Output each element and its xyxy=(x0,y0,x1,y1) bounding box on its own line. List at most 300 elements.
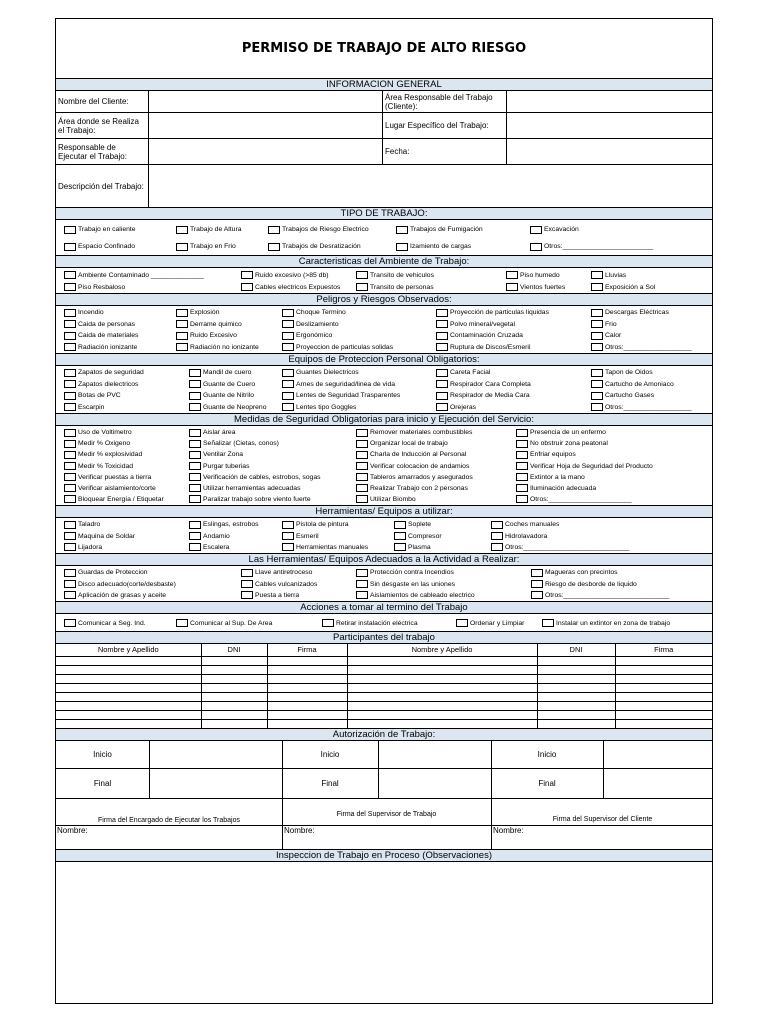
checkbox[interactable] xyxy=(176,309,188,317)
participant-cell[interactable] xyxy=(615,656,712,665)
checkbox[interactable] xyxy=(356,473,368,481)
checklist-item[interactable] xyxy=(436,368,490,377)
checklist-item[interactable] xyxy=(436,380,531,389)
checklist-item[interactable] xyxy=(591,271,626,280)
participant-cell[interactable] xyxy=(201,683,267,692)
checkbox[interactable] xyxy=(64,332,76,340)
checklist-item[interactable] xyxy=(176,242,236,251)
checklist-item[interactable] xyxy=(176,619,272,628)
checklist-item[interactable] xyxy=(491,532,547,541)
checklist-item[interactable] xyxy=(64,462,133,471)
participant-cell[interactable] xyxy=(347,701,537,710)
checkbox[interactable] xyxy=(356,283,368,291)
checkbox[interactable] xyxy=(356,580,368,588)
participant-cell[interactable] xyxy=(615,665,712,674)
participant-cell[interactable] xyxy=(347,710,537,719)
checklist-item[interactable] xyxy=(516,428,606,437)
participant-cell[interactable] xyxy=(201,665,267,674)
checklist-item[interactable] xyxy=(282,520,349,529)
participant-cell[interactable] xyxy=(267,665,347,674)
checklist-item[interactable] xyxy=(64,568,148,577)
participant-cell[interactable] xyxy=(347,683,537,692)
participant-cell[interactable] xyxy=(56,701,201,710)
participant-cell[interactable] xyxy=(267,701,347,710)
checklist-item[interactable] xyxy=(282,331,332,340)
checklist-item[interactable] xyxy=(64,591,166,600)
participant-cell[interactable] xyxy=(267,692,347,701)
checklist-item[interactable] xyxy=(176,320,242,329)
checklist-item[interactable] xyxy=(241,283,340,292)
checkbox[interactable] xyxy=(64,380,76,388)
checklist-item[interactable] xyxy=(241,580,317,589)
participant-cell[interactable] xyxy=(201,701,267,710)
participant-cell[interactable] xyxy=(201,710,267,719)
checklist-item[interactable] xyxy=(189,450,243,459)
participant-cell[interactable] xyxy=(615,710,712,719)
work-area-field[interactable] xyxy=(149,113,383,138)
checkbox[interactable] xyxy=(516,462,528,470)
checkbox[interactable] xyxy=(516,440,528,448)
checkbox[interactable] xyxy=(591,380,603,388)
checkbox[interactable] xyxy=(436,332,448,340)
checklist-item[interactable] xyxy=(394,532,442,541)
checkbox[interactable] xyxy=(241,271,253,279)
checklist-item[interactable] xyxy=(591,308,669,317)
checkbox[interactable] xyxy=(356,451,368,459)
checklist-item[interactable] xyxy=(64,343,137,352)
checkbox[interactable] xyxy=(189,429,201,437)
checklist-item[interactable] xyxy=(64,473,151,482)
checklist-item[interactable] xyxy=(516,495,632,504)
checklist-item[interactable] xyxy=(591,403,692,412)
checklist-item[interactable] xyxy=(591,343,692,352)
inspection-field[interactable] xyxy=(56,862,712,972)
checkbox[interactable] xyxy=(531,591,543,599)
checkbox[interactable] xyxy=(64,369,76,377)
checkbox[interactable] xyxy=(516,429,528,437)
checklist-item[interactable] xyxy=(64,271,204,280)
checkbox[interactable] xyxy=(436,309,448,317)
participant-cell[interactable] xyxy=(201,719,267,728)
checkbox[interactable] xyxy=(356,591,368,599)
checkbox[interactable] xyxy=(64,283,76,291)
checkbox[interactable] xyxy=(64,619,76,627)
checkbox[interactable] xyxy=(282,521,294,529)
checkbox[interactable] xyxy=(591,392,603,400)
checkbox[interactable] xyxy=(282,320,294,328)
checkbox[interactable] xyxy=(356,462,368,470)
participant-cell[interactable] xyxy=(537,656,615,665)
checklist-item[interactable] xyxy=(436,391,530,400)
client-name-field[interactable] xyxy=(149,91,383,112)
participant-cell[interactable] xyxy=(537,701,615,710)
checkbox[interactable] xyxy=(189,380,201,388)
participant-cell[interactable] xyxy=(347,692,537,701)
checklist-item[interactable] xyxy=(356,283,434,292)
checklist-item[interactable] xyxy=(189,368,251,377)
specific-place-field[interactable] xyxy=(507,113,712,138)
checkbox[interactable] xyxy=(591,271,603,279)
participant-cell[interactable] xyxy=(615,701,712,710)
checklist-item[interactable] xyxy=(189,439,279,448)
checkbox[interactable] xyxy=(516,473,528,481)
checkbox[interactable] xyxy=(176,226,188,234)
checkbox[interactable] xyxy=(491,521,503,529)
checkbox[interactable] xyxy=(591,283,603,291)
checkbox[interactable] xyxy=(356,440,368,448)
checklist-item[interactable] xyxy=(64,242,135,251)
checkbox[interactable] xyxy=(64,451,76,459)
checkbox[interactable] xyxy=(491,543,503,551)
checkbox[interactable] xyxy=(356,429,368,437)
checklist-item[interactable] xyxy=(282,543,368,552)
participant-cell[interactable] xyxy=(615,719,712,728)
checkbox[interactable] xyxy=(356,569,368,577)
checkbox[interactable] xyxy=(176,343,188,351)
checkbox[interactable] xyxy=(516,495,528,503)
checklist-item[interactable] xyxy=(356,473,473,482)
checkbox[interactable] xyxy=(436,403,448,411)
checklist-item[interactable] xyxy=(189,403,267,412)
participant-cell[interactable] xyxy=(267,719,347,728)
checklist-item[interactable] xyxy=(176,343,259,352)
checkbox[interactable] xyxy=(591,403,603,411)
participant-cell[interactable] xyxy=(537,719,615,728)
participant-cell[interactable] xyxy=(615,692,712,701)
checkbox[interactable] xyxy=(64,243,76,251)
checklist-item[interactable] xyxy=(189,495,311,504)
checklist-item[interactable] xyxy=(282,320,339,329)
checkbox[interactable] xyxy=(64,462,76,470)
checkbox[interactable] xyxy=(189,440,201,448)
checklist-item[interactable] xyxy=(64,391,121,400)
checkbox[interactable] xyxy=(282,392,294,400)
checklist-item[interactable] xyxy=(64,619,146,628)
checkbox[interactable] xyxy=(268,243,280,251)
checkbox[interactable] xyxy=(64,580,76,588)
checkbox[interactable] xyxy=(189,473,201,481)
checklist-item[interactable] xyxy=(282,391,400,400)
checkbox[interactable] xyxy=(436,343,448,351)
checklist-item[interactable] xyxy=(356,495,416,504)
checklist-item[interactable] xyxy=(396,225,483,234)
checkbox[interactable] xyxy=(189,495,201,503)
checklist-item[interactable] xyxy=(356,568,454,577)
checklist-item[interactable] xyxy=(516,439,608,448)
checklist-item[interactable] xyxy=(436,343,530,352)
checkbox[interactable] xyxy=(64,429,76,437)
checklist-item[interactable] xyxy=(176,331,237,340)
checklist-item[interactable] xyxy=(516,473,585,482)
checkbox[interactable] xyxy=(282,332,294,340)
checkbox[interactable] xyxy=(189,462,201,470)
checklist-item[interactable] xyxy=(64,225,136,234)
checklist-item[interactable] xyxy=(506,271,560,280)
checklist-item[interactable] xyxy=(64,520,100,529)
participant-cell[interactable] xyxy=(201,692,267,701)
checklist-item[interactable] xyxy=(394,520,431,529)
checkbox[interactable] xyxy=(176,332,188,340)
checkbox[interactable] xyxy=(591,320,603,328)
checklist-item[interactable] xyxy=(516,462,653,471)
checklist-item[interactable] xyxy=(64,484,156,493)
checkbox[interactable] xyxy=(530,226,542,234)
checklist-item[interactable] xyxy=(516,450,576,459)
checkbox[interactable] xyxy=(356,271,368,279)
participant-cell[interactable] xyxy=(56,665,201,674)
participant-cell[interactable] xyxy=(56,692,201,701)
checkbox[interactable] xyxy=(591,309,603,317)
checklist-item[interactable] xyxy=(531,591,669,600)
checklist-item[interactable] xyxy=(64,403,104,412)
checklist-item[interactable] xyxy=(591,391,654,400)
checklist-item[interactable] xyxy=(189,473,321,482)
checkbox[interactable] xyxy=(189,521,201,529)
checklist-item[interactable] xyxy=(282,343,393,352)
checklist-item[interactable] xyxy=(591,283,655,292)
checkbox[interactable] xyxy=(64,569,76,577)
checkbox[interactable] xyxy=(64,591,76,599)
checkbox[interactable] xyxy=(189,484,201,492)
checkbox[interactable] xyxy=(241,569,253,577)
checkbox[interactable] xyxy=(241,580,253,588)
checklist-item[interactable] xyxy=(491,543,629,552)
checkbox[interactable] xyxy=(282,343,294,351)
checkbox[interactable] xyxy=(591,332,603,340)
participant-cell[interactable] xyxy=(615,683,712,692)
checklist-item[interactable] xyxy=(64,283,125,292)
checklist-item[interactable] xyxy=(64,495,164,504)
checkbox[interactable] xyxy=(176,619,188,627)
checklist-item[interactable] xyxy=(356,591,475,600)
checklist-item[interactable] xyxy=(282,308,346,317)
checkbox[interactable] xyxy=(64,532,76,540)
participant-cell[interactable] xyxy=(56,656,201,665)
checklist-item[interactable] xyxy=(282,380,395,389)
checklist-item[interactable] xyxy=(491,520,559,529)
checkbox[interactable] xyxy=(282,532,294,540)
checklist-item[interactable] xyxy=(176,308,219,317)
checklist-item[interactable] xyxy=(64,428,132,437)
participant-cell[interactable] xyxy=(537,683,615,692)
checkbox[interactable] xyxy=(436,320,448,328)
checklist-item-label: Frio xyxy=(605,320,617,328)
description-field[interactable] xyxy=(149,165,712,207)
checklist-item[interactable] xyxy=(189,462,249,471)
checkbox[interactable] xyxy=(268,226,280,234)
checkbox[interactable] xyxy=(64,473,76,481)
participant-cell[interactable] xyxy=(267,710,347,719)
checklist-item[interactable] xyxy=(436,320,515,329)
checklist-item[interactable] xyxy=(282,532,319,541)
checkbox[interactable] xyxy=(531,569,543,577)
checklist-item[interactable] xyxy=(64,368,144,377)
checkbox[interactable] xyxy=(531,580,543,588)
checkbox[interactable] xyxy=(506,283,518,291)
checklist-item[interactable] xyxy=(189,428,236,437)
checklist-item[interactable] xyxy=(64,308,104,317)
checklist-item[interactable] xyxy=(64,450,142,459)
checkbox[interactable] xyxy=(396,226,408,234)
checklist-item[interactable] xyxy=(64,532,135,541)
checklist-item[interactable] xyxy=(456,619,524,628)
checklist-item[interactable] xyxy=(506,283,565,292)
checkbox[interactable] xyxy=(189,543,201,551)
participant-cell[interactable] xyxy=(201,656,267,665)
checkbox[interactable] xyxy=(542,619,554,627)
checklist-item[interactable] xyxy=(64,320,135,329)
checkbox[interactable] xyxy=(189,403,201,411)
checkbox[interactable] xyxy=(241,283,253,291)
checklist-item[interactable] xyxy=(322,619,418,628)
checklist-item[interactable] xyxy=(189,520,259,529)
checkbox[interactable] xyxy=(64,309,76,317)
checklist-item-label: Escarpin xyxy=(78,403,105,411)
checkbox[interactable] xyxy=(241,591,253,599)
checkbox[interactable] xyxy=(456,619,468,627)
checkbox[interactable] xyxy=(282,309,294,317)
checkbox[interactable] xyxy=(64,521,76,529)
checklist-item[interactable] xyxy=(436,308,549,317)
checklist-item[interactable] xyxy=(531,568,618,577)
checkbox[interactable] xyxy=(189,369,201,377)
checklist-item[interactable] xyxy=(356,580,455,589)
participant-cell[interactable] xyxy=(201,674,267,683)
checkbox[interactable] xyxy=(282,543,294,551)
participant-cell[interactable] xyxy=(347,719,537,728)
participant-cell[interactable] xyxy=(347,674,537,683)
participant-cell[interactable] xyxy=(347,656,537,665)
checkbox[interactable] xyxy=(591,369,603,377)
checkbox[interactable] xyxy=(282,369,294,377)
checkbox[interactable] xyxy=(506,271,518,279)
checkbox[interactable] xyxy=(530,243,542,251)
checklist-item[interactable] xyxy=(64,580,176,589)
checklist-item[interactable] xyxy=(241,591,299,600)
executor-field[interactable] xyxy=(149,139,383,164)
checklist-item[interactable] xyxy=(189,543,229,552)
checkbox[interactable] xyxy=(516,451,528,459)
checklist-item[interactable] xyxy=(394,543,431,552)
checklist-item[interactable] xyxy=(268,225,369,234)
participant-cell[interactable] xyxy=(267,683,347,692)
checklist-item[interactable] xyxy=(241,568,312,577)
checkbox[interactable] xyxy=(64,226,76,234)
checkbox[interactable] xyxy=(491,532,503,540)
checklist-item[interactable] xyxy=(530,242,653,251)
checkbox[interactable] xyxy=(64,495,76,503)
participant-cell[interactable] xyxy=(347,665,537,674)
checkbox[interactable] xyxy=(516,484,528,492)
checkbox[interactable] xyxy=(189,532,201,540)
checklist-item[interactable] xyxy=(189,380,255,389)
checklist-item[interactable] xyxy=(516,484,596,493)
checklist-item[interactable] xyxy=(530,225,579,234)
checkbox[interactable] xyxy=(436,392,448,400)
checkbox[interactable] xyxy=(64,543,76,551)
checklist-item[interactable] xyxy=(64,380,138,389)
checklist-item[interactable] xyxy=(356,484,468,493)
checklist-item[interactable] xyxy=(282,368,359,377)
checkbox[interactable] xyxy=(394,521,406,529)
checklist-item[interactable] xyxy=(356,271,434,280)
participant-cell[interactable] xyxy=(56,710,201,719)
checklist-item[interactable] xyxy=(591,331,621,340)
checklist-item[interactable] xyxy=(282,403,356,412)
checklist-item[interactable] xyxy=(189,391,254,400)
participant-cell[interactable] xyxy=(56,719,201,728)
checklist-item[interactable] xyxy=(189,532,230,541)
checklist-item[interactable] xyxy=(176,225,242,234)
checklist-item[interactable] xyxy=(356,462,469,471)
checklist-item[interactable] xyxy=(189,484,300,493)
participant-cell[interactable] xyxy=(56,674,201,683)
checklist-item-label: No obstruir zona peatonal xyxy=(530,440,608,448)
checkbox[interactable] xyxy=(176,243,188,251)
participant-cell[interactable] xyxy=(537,674,615,683)
checklist-item[interactable] xyxy=(64,543,102,552)
checkbox[interactable] xyxy=(64,320,76,328)
participant-cell[interactable] xyxy=(267,674,347,683)
checkbox[interactable] xyxy=(64,271,76,279)
checkbox[interactable] xyxy=(189,451,201,459)
checkbox[interactable] xyxy=(356,484,368,492)
participant-cell[interactable] xyxy=(537,692,615,701)
checklist-item[interactable] xyxy=(591,380,674,389)
responsible-area-field[interactable] xyxy=(507,91,712,112)
checkbox[interactable] xyxy=(64,440,76,448)
checkbox[interactable] xyxy=(356,495,368,503)
checkbox[interactable] xyxy=(176,320,188,328)
checklist-item[interactable] xyxy=(268,242,361,251)
participant-cell[interactable] xyxy=(615,674,712,683)
checklist-item[interactable] xyxy=(531,580,637,589)
checklist-item[interactable] xyxy=(396,242,471,251)
checkbox[interactable] xyxy=(436,380,448,388)
checklist-item[interactable] xyxy=(542,619,670,628)
checkbox[interactable] xyxy=(322,619,334,627)
checkbox[interactable] xyxy=(394,532,406,540)
checkbox[interactable] xyxy=(591,343,603,351)
checkbox[interactable] xyxy=(64,343,76,351)
checklist-item[interactable] xyxy=(241,271,329,280)
checklist-item[interactable] xyxy=(591,320,617,329)
checklist-item[interactable] xyxy=(356,428,472,437)
checklist-item[interactable] xyxy=(64,439,130,448)
checkbox[interactable] xyxy=(189,392,201,400)
checklist-item-label: Instalar un extintor en zona de trabajo xyxy=(556,619,671,627)
participant-cell[interactable] xyxy=(56,683,201,692)
checkbox[interactable] xyxy=(282,380,294,388)
checkbox[interactable] xyxy=(394,543,406,551)
checklist-item[interactable] xyxy=(591,368,653,377)
checkbox[interactable] xyxy=(396,243,408,251)
participant-cell[interactable] xyxy=(537,710,615,719)
checkbox[interactable] xyxy=(436,369,448,377)
checkbox[interactable] xyxy=(282,403,294,411)
checklist-item[interactable] xyxy=(64,331,138,340)
checklist-item[interactable] xyxy=(436,331,523,340)
date-field[interactable] xyxy=(507,139,712,164)
checklist-item[interactable] xyxy=(356,439,448,448)
checklist-item[interactable] xyxy=(356,450,466,459)
participant-cell[interactable] xyxy=(537,665,615,674)
checklist-item[interactable] xyxy=(436,403,476,412)
checkbox[interactable] xyxy=(64,484,76,492)
checkbox[interactable] xyxy=(64,392,76,400)
checkbox[interactable] xyxy=(64,403,76,411)
participant-cell[interactable] xyxy=(267,656,347,665)
